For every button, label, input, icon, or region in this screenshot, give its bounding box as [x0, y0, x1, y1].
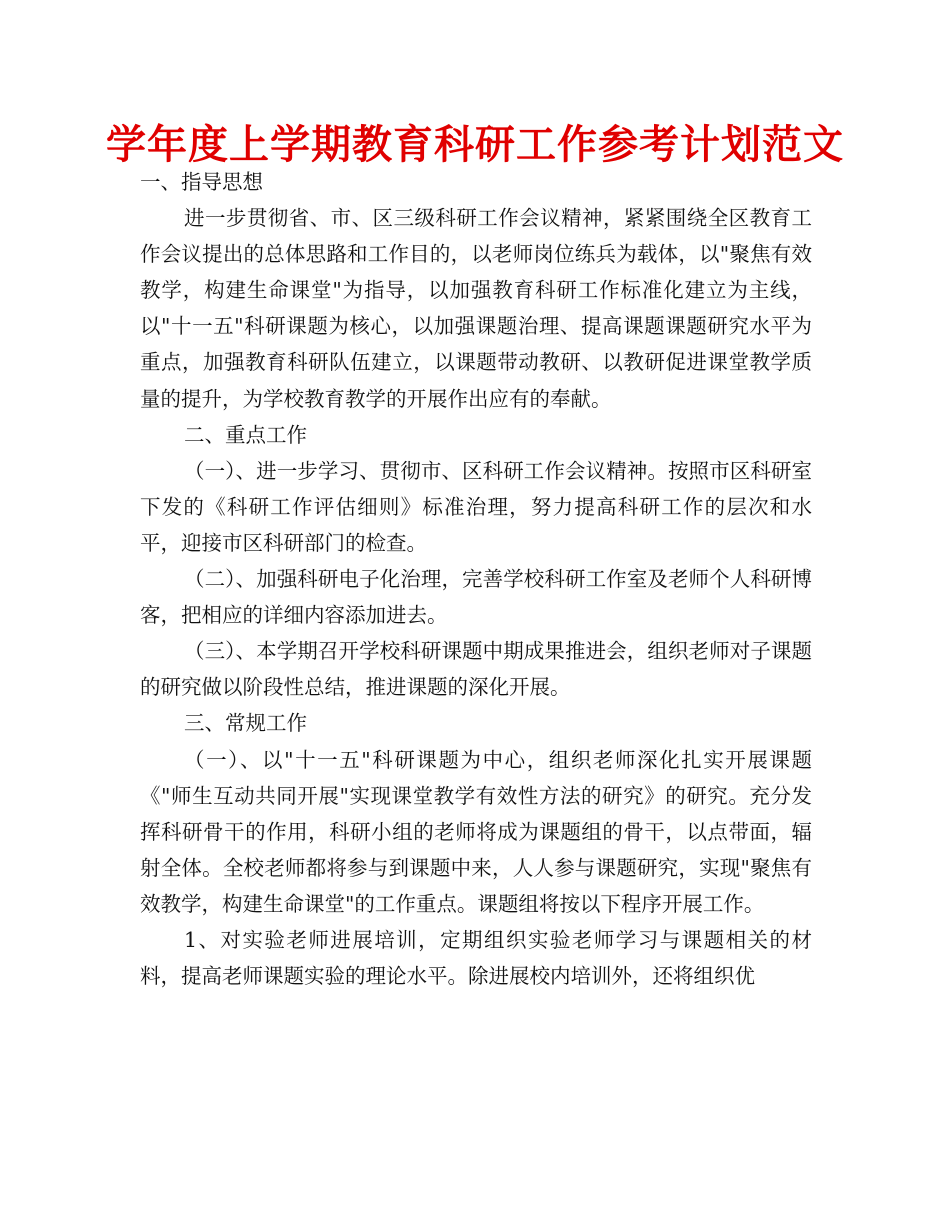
- section-heading-guiding-thought: 一、指导思想: [140, 170, 263, 194]
- section-heading-routine-work: 三、常规工作: [184, 711, 307, 736]
- paragraph-routine-work-1: （一）、以"十一五"科研课题为中心，组织老师深化扎实开展课题《"师生互动共同开展"实现课堂教学有效性方法的研究》的研究。充分发挥科研骨干的作用，科研小组的老师将成为课题组的骨干，以点带面，辐射全体。全校老师都将参与到课题中来，人人参与课题研究，实现"聚焦有效教学，构建生命课堂"的工作重点。课题组将按以下程序开展工作。: [140, 747, 812, 916]
- paragraph-key-work-1: （一）、进一步学习、贯彻市、区科研工作会议精神。按照市区科研室下发的《科研工作评估细则》标准治理，努力提高科研工作的层次和水平，迎接市区科研部门的检查。: [140, 458, 812, 555]
- paragraph-routine-work-item-1: 1、对实验老师进展培训，定期组织实验老师学习与课题相关的材料，提高老师课题实验的理论水平。除进展校内培训外，还将组织优: [140, 927, 812, 989]
- paragraph-key-work-2: （二）、加强科研电子化治理，完善学校科研工作室及老师个人科研博客，把相应的详细内容添加进去。: [140, 567, 812, 628]
- section-heading-key-work: 二、重点工作: [184, 422, 307, 447]
- document-body: [140, 164, 812, 994]
- paragraph-key-work-3: （三）、本学期召开学校科研课题中期成果推进会，组织老师对子课题的研究做以阶段性总结，推进课题的深化开展。: [140, 639, 812, 700]
- paragraph-guiding-thought: 进一步贯彻省、市、区三级科研工作会议精神，紧紧围绕全区教育工作会议提出的总体思路和工作目的，以老师岗位练兵为载体，以"聚焦有效教学，构建生命课堂"为指导，以加强教育科研工作标准化建立为主线，以"十一五"科研课题为核心，以加强课题治理、提高课题课题研究水平为重点，加强教育科研队伍建立，以课题带动教研、以教研促进课堂教学质量的提升，为学校教育教学的开展作出应有的奉献。: [140, 206, 812, 411]
- document-title: 学年度上学期教育科研工作参考计划范文: [106, 122, 844, 168]
